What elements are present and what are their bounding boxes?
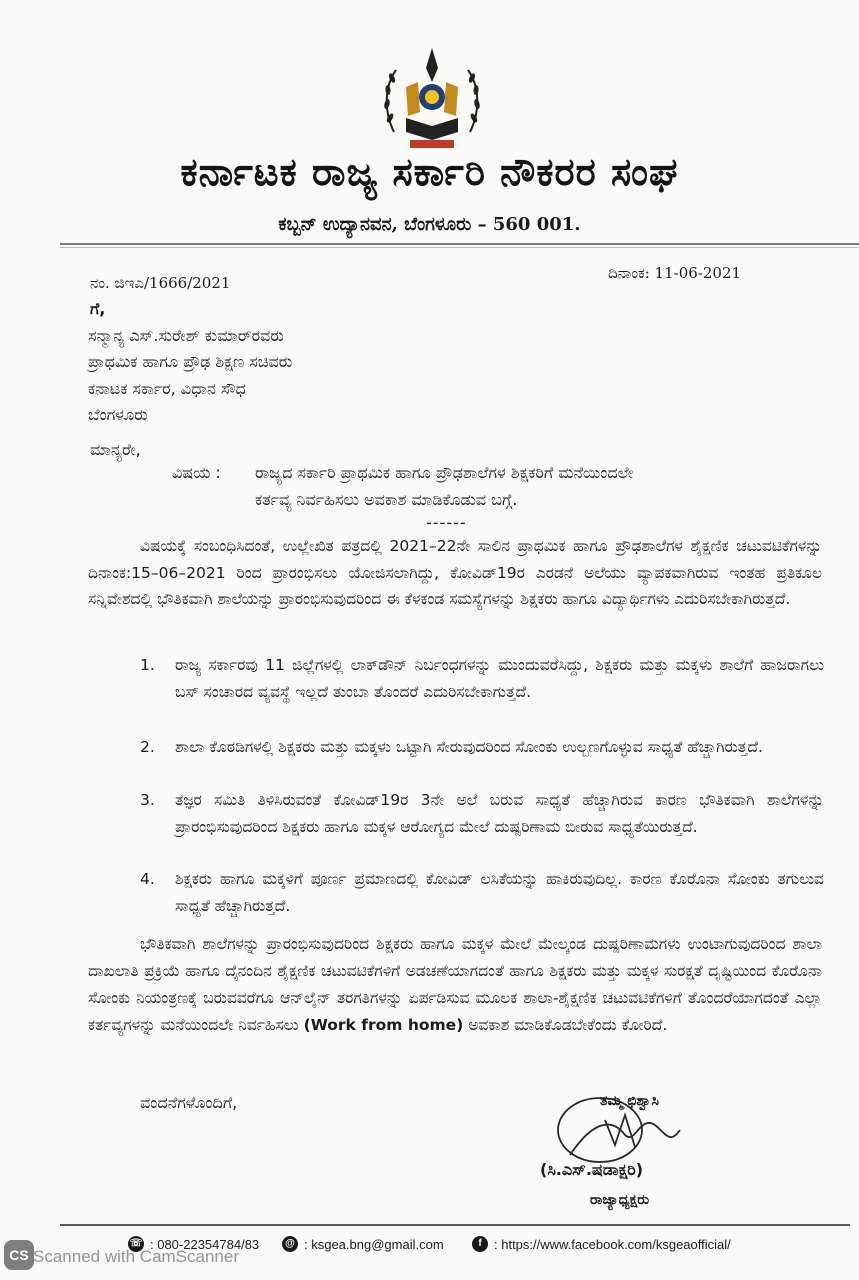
email-text: : ksgea.bng@gmail.com: [304, 1236, 444, 1252]
subject-line: ರಾಜ್ಯದ ಸರ್ಕಾರಿ ಪ್ರಾಥಮಿಕ ಹಾಗೂ ಪ್ರೌಢಶಾಲೆಗಳ ಶಿಕ್ಷಕರಿಗೆ ಮನೆಯಿಂದಲೇ: [255, 463, 634, 482]
recipient-line: ಸನ್ಮಾನ್ಯ ಎಸ್.ಸುರೇಶ್ ಕುಮಾರ್‌ರವರು: [88, 326, 284, 345]
phone-icon: ☏: [128, 1236, 144, 1252]
paragraph-text: ಅವಕಾಶ ಮಾಡಿಕೊಡಬೇಕೆಂದು ಕೋರಿದೆ.: [468, 1016, 668, 1034]
letter-date: ದಿನಾಂಕ: 11-06-2021: [608, 264, 742, 282]
footer-email: [282, 1236, 444, 1252]
list-item-text: ಶಾಲಾ ಕೊಠಡಿಗಳಲ್ಲಿ ಶಿಕ್ಷಕರು ಮತ್ತು ಮಕ್ಕಳು ಒಟ್ಟಾಗಿ ಸೇರುವುದರಿಂದ ಸೋಂಕು ಉಲ್ಬಣಗೊಳ್ಳುವ ಸಾಧ್ಯತೆ ಹೆಚ್ಚಾಗಿರುತ್ತದೆ.: [175, 738, 763, 756]
salutation: ಮಾನ್ಯರೇ,: [90, 440, 141, 459]
signatory-title: ರಾಜ್ಯಾಧ್ಯಕ್ಷರು: [590, 1192, 650, 1208]
list-item-number: 3.: [140, 791, 155, 809]
list-item: [140, 652, 824, 705]
list-item: [140, 734, 824, 761]
list-item-text: ತಜ್ಞರ ಸಮಿತಿ ತಿಳಿಸಿರುವಂತೆ ಕೋವಿಡ್19ರ 3ನೇ ಅಲೆ ಬರುವ ಸಾಧ್ಯತೆ ಹೆಚ್ಚಾಗಿರುವ ಕಾರಣ ಭೌತಿಕವಾಗಿ ಶಾಲೆಗಳನ್ನು ಪ್ರಾರಂಭಿಸುವುದರಿಂದ ಶಿಕ್ಷಕರು ಹಾಗೂ ಮಕ್ಕಳ ಆರೋಗ್ಯದ ಮೇಲೆ ದುಷ್ಪರಿಣಾಮ ಬೀರುವ ಸಾಧ್ಯತೆಯಿರುತ್ತದೆ.: [175, 791, 824, 836]
work-from-home-phrase: (Work from home): [303, 1016, 464, 1034]
closing-line: ವಂದನೆಗಳೊಂದಿಗೆ,: [140, 1093, 238, 1112]
email-icon: @: [282, 1236, 298, 1252]
body-paragraph: ವಿಷಯಕ್ಕೆ ಸಂಬಂಧಿಸಿದಂತೆ, ಉಲ್ಲೇಖಿತ ಪತ್ರದಲ್ಲಿ 2021–22ನೇ ಸಾಲಿನ ಪ್ರಾಥಮಿಕ ಹಾಗೂ ಪ್ರೌಢಶಾಲೆಗಳ ಶೈಕ್ಷಣಿಕ ಚಟುವಟಿಕೆಗಳನ್ನು ದಿನಾಂಕ:15–06–2021 ರಿಂದ ಪ್ರಾರಂಭಿಸಲು ಯೋಜಿಸಲಾಗಿದ್ದು, ಕೋವಿಡ್19ರ ಎರಡನೆ ಅಲೆಯು ವ್ಯಾಪಕವಾಗಿರುವ ಇಂತಹ ಪ್ರತಿಕೂಲ ಸನ್ನಿವೇಶದಲ್ಲಿ ಭೌತಿಕವಾಗಿ ಶಾಲೆಯನ್ನು ಪ್ರಾರಂಭಿಸುವುದರಿಂದ ಈ ಕೆಳಕಂಡ ಸಮಸ್ಯೆಗಳನ್ನು ಶಿಕ್ಷಕರು ಹಾಗೂ ವಿದ್ಯಾರ್ಥಿಗಳು ಎದುರಿಸಬೇಕಾಗಿರುತ್ತದೆ.: [88, 537, 822, 608]
facebook-text: : https://www.facebook.com/ksgeaofficial/: [494, 1236, 731, 1252]
ksgea-emblem-icon: [376, 42, 488, 154]
list-item: [140, 866, 824, 919]
list-item-text: ಶಿಕ್ಷಕರು ಹಾಗೂ ಮಕ್ಕಳಿಗೆ ಪೂರ್ಣ ಪ್ರಮಾಣದಲ್ಲಿ ಕೋವಿಡ್ ಲಸಿಕೆಯನ್ನು ಹಾಕಿರುವುದಿಲ್ಲ. ಕಾರಣ ಕೊರೊನಾ ಸೋಂಕು ತಗುಲುವ ಸಾಧ್ಯತೆ ಹೆಚ್ಚಾಗಿರುತ್ತದೆ.: [175, 870, 824, 915]
subject-underline: ------: [426, 513, 467, 532]
footer-facebook: [472, 1236, 731, 1252]
camscanner-logo: CS: [4, 1240, 34, 1270]
list-item-number: 4.: [140, 870, 155, 888]
list-item-number: 2.: [140, 738, 155, 756]
signatory-name: (ಸಿ.ಎಸ್.ಷಡಾಕ್ಷರಿ): [540, 1160, 644, 1179]
list-item-text: ರಾಜ್ಯ ಸರ್ಕಾರವು 11 ಜಿಲ್ಲೆಗಳಲ್ಲಿ ಲಾಕ್‌ಡೌನ್ ನಿರ್ಬಂಧಗಳನ್ನು ಮುಂದುವರೆಸಿದ್ದು, ಶಿಕ್ಷಕರು ಮತ್ತು ಮಕ್ಕಳು ಶಾಲೆಗೆ ಹಾಜರಾಗಲು ಬಸ್ ಸಂಚಾರದ ವ್ಯವಸ್ಥೆ ಇಲ್ಲದೆ ತುಂಬಾ ತೊಂದರೆ ಎದುರಿಸಬೇಕಾಗುತ್ತದೆ.: [175, 656, 824, 701]
recipient-line: ಕನಾಟಕ ಸರ್ಕಾರ, ವಿಧಾನ ಸೌಧ: [88, 379, 246, 398]
header-divider-thin: [60, 247, 859, 248]
signature-top-text: ತಮ್ಮ ಛಿಶ್ವಾಸಿ: [600, 1093, 659, 1109]
organization-name: ಕರ್ನಾಟಕ ರಾಜ್ಯ ಸರ್ಕಾರಿ ನೌಕರರ ಸಂಘ: [180, 150, 679, 194]
subject-label: ವಿಷಯ :: [172, 463, 221, 482]
footer-divider: [60, 1224, 850, 1226]
recipient-line: ಬೆಂಗಳೂರು: [88, 405, 148, 424]
facebook-icon: f: [472, 1236, 488, 1252]
recipient-line: ಪ್ರಾಥಮಿಕ ಹಾಗೂ ಪ್ರೌಢ ಶಿಕ್ಷಣ ಸಚಿವರು: [88, 352, 293, 371]
reference-number: ನಂ. ಜಿಇಎ/1666/2021: [90, 274, 231, 292]
header-divider: [60, 243, 859, 245]
list-item: [140, 787, 824, 840]
subject-line: ಕರ್ತವ್ಯ ನಿರ್ವಹಿಸಲು ಅವಕಾಶ ಮಾಡಿಕೊಡುವ ಬಗ್ಗೆ.: [255, 490, 518, 509]
body-paragraph: [88, 931, 822, 1039]
list-item-number: 1.: [140, 656, 155, 674]
organization-address: ಕಬ್ಬನ್ ಉದ್ಯಾನವನ, ಬೆಂಗಳೂರು – 560 001.: [278, 214, 581, 235]
phone-text: : 080-22354784/83: [150, 1236, 260, 1252]
to-label: ಗೆ,: [90, 299, 106, 318]
paragraph-text: ಭೌತಿಕವಾಗಿ ಶಾಲೆಗಳನ್ನು ಪ್ರಾರಂಭಿಸುವುದರಿಂದ ಶಿಕ್ಷಕರು ಹಾಗೂ ಮಕ್ಕಳ ಮೇಲೆ ಮೇಲ್ಕಂಡ ದುಷ್ಪರಿಣಾಮಗಳು ಉಂಟಾಗುವುದರಿಂದ ಶಾಲಾ ದಾಖಲಾತಿ ಪ್ರಕ್ರಿಯೆ ಹಾಗೂ ದೈನಂದಿನ ಶೈಕ್ಷಣಿಕ ಚಟುವಟಿಕೆಗಳಿಗೆ ಅಡಚಣೆಯಾಗದಂತೆ ಹಾಗೂ ಶಿಕ್ಷಕರು ಮತ್ತು ಮಕ್ಕಳ ಸುರಕ್ಷತೆ ದೃಷ್ಟಿಯಿಂದ ಕೊರೊನಾ ಸೋಂಕು ನಿಯಂತ್ರಣಕ್ಕೆ ಬರುವವರೆಗೂ ಆನ್‌ಲೈನ್ ತರಗತಿಗಳನ್ನು ಏರ್ಪಡಿಸುವ ಮೂಲಕ ಶಾಲಾ-ಶೈಕ್ಷಣಿಕ ಚಟುವಟಿಕೆಗಳಿಗೆ ತೊಂದರೆಯಾಗದಂತೆ ಎಲ್ಲಾ ಕರ್ತವ್ಯಗಳನ್ನು ಮನೆಯಿಂದಲೇ ನಿರ್ವಹಿಸಲು: [88, 935, 822, 1034]
camscanner-watermark: Scanned with CamScanner: [33, 1247, 240, 1266]
